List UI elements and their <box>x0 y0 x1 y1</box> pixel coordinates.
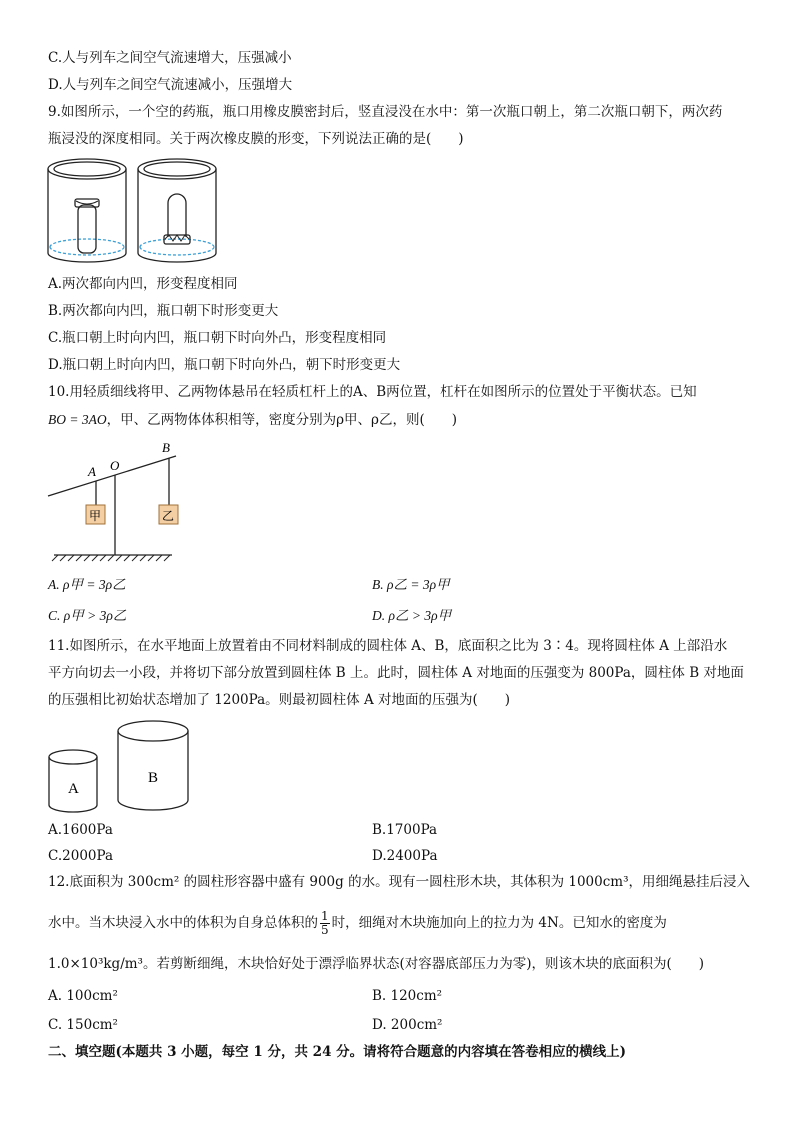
q11-cylinder-b <box>118 721 188 810</box>
q9-option-d: D.瓶口朝上时向内凹，瓶口朝下时向外凸，朝下时形变更大 <box>48 357 401 373</box>
q12-stem-line3: 1.0×10³kg/m³。若剪断细绳，木块恰好处于漂浮临界状态(对容器底部压力为零)，则该木块的底面积为( ) <box>48 956 705 972</box>
q9-beaker-mouth-up <box>48 159 126 262</box>
q9-beaker-mouth-down <box>138 159 216 262</box>
q12-stem-line2-a: 水中。当木块浸入水中的体积为自身总体积的 <box>48 915 318 931</box>
q11-label-a: A <box>68 781 79 797</box>
q9-figure <box>45 155 225 267</box>
section2-heading: 二、填空题(本题共 3 小题，每空 1 分，共 24 分。请将符合题意的内容填在答卷相应的横线上) <box>48 1044 627 1060</box>
q10-ratio-math: BO = 3AO <box>48 412 107 427</box>
q12-option-d: D. 200cm² <box>372 1017 443 1033</box>
q9-option-a: A.两次都向内凹，形变程度相同 <box>48 276 238 292</box>
q11-stem-line2: 平方向切去一小段，并将切下部分放置到圆柱体 B 上。此时，圆柱体 A 对地面的压强变为 800Pa，圆柱体 B 对地面 <box>48 665 744 681</box>
q10-lever-figure <box>48 440 178 565</box>
q11-option-b: B.1700Pa <box>372 822 438 838</box>
q10-stem-line2-text: ，甲、乙两物体体积相等，密度分别为ρ甲、ρ乙，则( ) <box>106 412 458 428</box>
q12-stem-line1: 12.底面积为 300cm² 的圆柱形容器中盛有 900g 的水。现有一圆柱形木块，其体积为 1000cm³，用细绳悬挂后浸入 <box>48 874 751 890</box>
q11-option-d: D.2400Pa <box>372 848 438 864</box>
q11-stem-line3: 的压强相比初始状态增加了 1200Pa。则最初圆柱体 A 对地面的压强为( ) <box>48 692 511 708</box>
q8-option-c: C.人与列车之间空气流速增大，压强减小 <box>48 50 292 66</box>
q10-stem-line1: 10.用轻质细线将甲、乙两物体悬吊在轻质杠杆上的A、B两位置，杠杆在如图所示的位置处于平衡状态。已知 <box>48 384 697 400</box>
q9-stem-line2: 瓶浸没的深度相同。关于两次橡皮膜的形变，下列说法正确的是( ) <box>48 131 464 147</box>
q11-label-b: B <box>148 770 159 786</box>
q12-option-c: C. 150cm² <box>48 1017 118 1033</box>
q8-option-d: D.人与列车之间空气流速减小，压强增大 <box>48 77 293 93</box>
q10-box-yi-label: 乙 <box>162 509 175 523</box>
q10-box-jia-label: 甲 <box>89 509 102 523</box>
q11-option-c: C.2000Pa <box>48 848 114 864</box>
q12-fraction <box>320 910 330 937</box>
q10-label-o: O <box>110 458 120 473</box>
q11-option-a: A.1600Pa <box>48 822 113 838</box>
q9-stem-line1: 9.如图所示，一个空的药瓶，瓶口用橡皮膜密封后，竖直浸没在水中：第一次瓶口朝上，第二次瓶口朝下，两次药 <box>48 104 723 120</box>
q10-option-d-text: D. ρ乙 > 3ρ甲 <box>372 608 452 623</box>
q10-option-b <box>372 575 450 595</box>
q12-option-a: A. 100cm² <box>48 988 118 1004</box>
q10-option-b-text: B. ρ乙 = 3ρ甲 <box>372 577 450 592</box>
q10-option-a <box>48 575 126 595</box>
q12-fraction-numerator: 1 <box>321 909 329 923</box>
q9-option-b: B.两次都向内凹，瓶口朝下时形变更大 <box>48 303 279 319</box>
q10-stem-line2 <box>48 410 457 430</box>
q10-option-d <box>372 606 451 626</box>
q10-option-c <box>48 606 126 626</box>
q10-label-a: A <box>88 464 96 479</box>
q10-option-a-text: A. ρ甲 = 3ρ乙 <box>48 577 126 592</box>
q11-cylinders-figure <box>48 718 193 816</box>
q12-fraction-denominator: 5 <box>321 923 329 937</box>
q9-option-c: C.瓶口朝上时向内凹，瓶口朝下时向外凸，形变程度相同 <box>48 330 387 346</box>
q12-stem-line2-b: 时，细绳对木块施加向上的拉力为 4N。已知水的密度为 <box>331 915 667 931</box>
q12-option-b: B. 120cm² <box>372 988 443 1004</box>
q10-option-c-text: C. ρ甲 > 3ρ乙 <box>48 608 127 623</box>
q12-stem-line2 <box>48 908 667 938</box>
q10-label-b: B <box>162 440 170 455</box>
q11-stem-line1: 11.如图所示，在水平地面上放置着由不同材料制成的圆柱体 A、B，底面积之比为 3∶4。现将圆柱体 A 上部沿水 <box>48 638 728 654</box>
